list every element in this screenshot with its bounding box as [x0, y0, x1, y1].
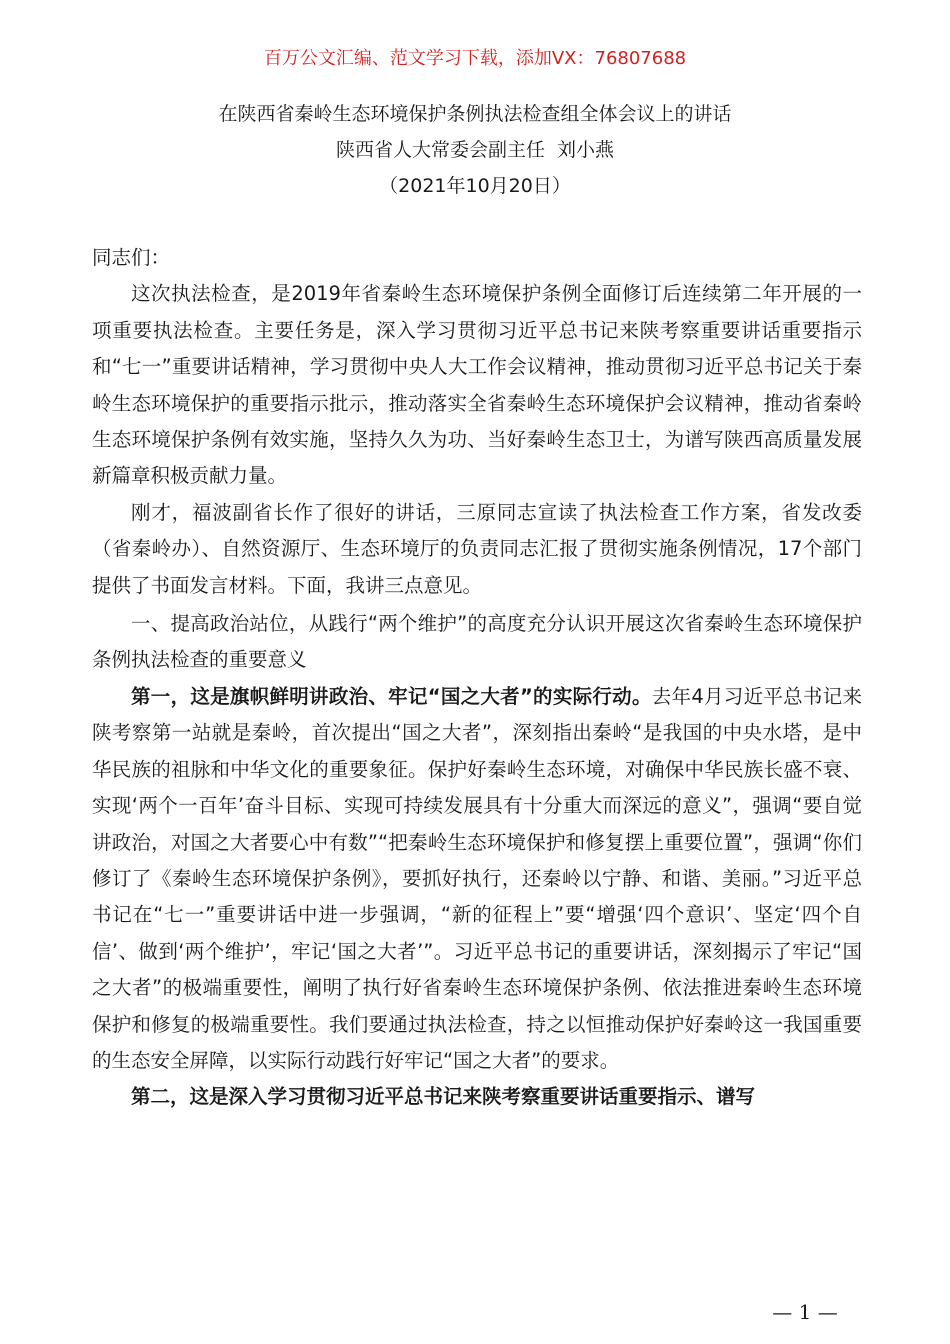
watermark-text: 百万公文汇编、范文学习下载，添加VX：76807688	[263, 48, 687, 69]
paragraph-intro: 这次执法检查，是2019年省秦岭生态环境保护条例全面修订后连续第二年开展的一项重要执法检查。主要任务是，深入学习贯彻习近平总书记来陕考察重要讲话重要指示和“七一”重要讲话精神，学习贯彻中央人大工作会议精神，推动贯彻习近平总书记关于秦岭生态环境保护的重要指示批示，推动落实全省秦岭生态环境保护会议精神，推动省秦岭生态环境保护条例有效实施，坚持久久为功、当好秦岭生态卫士，为谱写陕西高质量发展新篇章积极贡献力量。	[92, 282, 862, 488]
title-block	[0, 96, 950, 204]
paragraph-point-1	[92, 679, 862, 1079]
page-number: — 1 —	[772, 1300, 838, 1324]
point-1-text: 去年4月习近平总书记来陕考察第一站就是秦岭，首次提出“国之大者”，深刻指出秦岭“是我国的中央水塔，是中华民族的祖脉和中华文化的重要象征。保护好秦岭生态环境，对确保中华民族长盛不衰、实现‘两个一百年’奋斗目标、实现可持续发展具有十分重大而深远的意义”，强调“要自觉讲政治，对国之大者要心中有数”“把秦岭生态环境保护和修复摆上重要位置”，强调“你们修订了《秦岭生态环境保护条例》，要抓好执行，还秦岭以宁静、和谐、美丽。”习近平总书记在“七一”重要讲话中进一步强调，“新的征程上”要“增强‘四个意识’、坚定‘四个自信’、做到‘两个维护’，牢记‘国之大者’”。习近平总书记的重要讲话，深刻揭示了牢记“国之大者”的极端重要性，阐明了执行好省秦岭生态环境保护条例、依法推进秦岭生态环境保护和修复的极端重要性。我们要通过执法检查，持之以恒推动保护好秦岭这一我国重要的生态安全屏障，以实际行动践行好牢记“国之大者”的要求。	[92, 684, 862, 1072]
paragraph-point-2	[92, 1079, 862, 1115]
salutation: 同志们：	[92, 246, 171, 269]
section-heading-1: 一、提高政治站位，从践行“两个维护”的高度充分认识开展这次省秦岭生态环境保护条例执法检查的重要意义	[92, 612, 862, 672]
point-1-title: 第一，这是旗帜鲜明讲政治、牢记“国之大者”的实际行动。	[131, 684, 652, 708]
speech-date: （2021年10月20日）	[379, 175, 571, 197]
point-2-title: 第二，这是深入学习贯彻习近平总书记来陕考察重要讲话重要指示、谱写	[131, 1085, 756, 1109]
document-body	[92, 240, 862, 1116]
speaker-line: 陕西省人大常委会副主任 刘小燕	[335, 139, 615, 161]
document-title: 在陕西省秦岭生态环境保护条例执法检查组全体会议上的讲话	[218, 103, 732, 125]
paragraph-meeting-summary: 刚才，福波副省长作了很好的讲话，三原同志宣读了执法检查工作方案，省发改委（省秦岭办）、自然资源厅、生态环境厅的负责同志汇报了贯彻实施条例情况，17个部门提供了书面发言材料。下面，我讲三点意见。	[92, 500, 862, 597]
